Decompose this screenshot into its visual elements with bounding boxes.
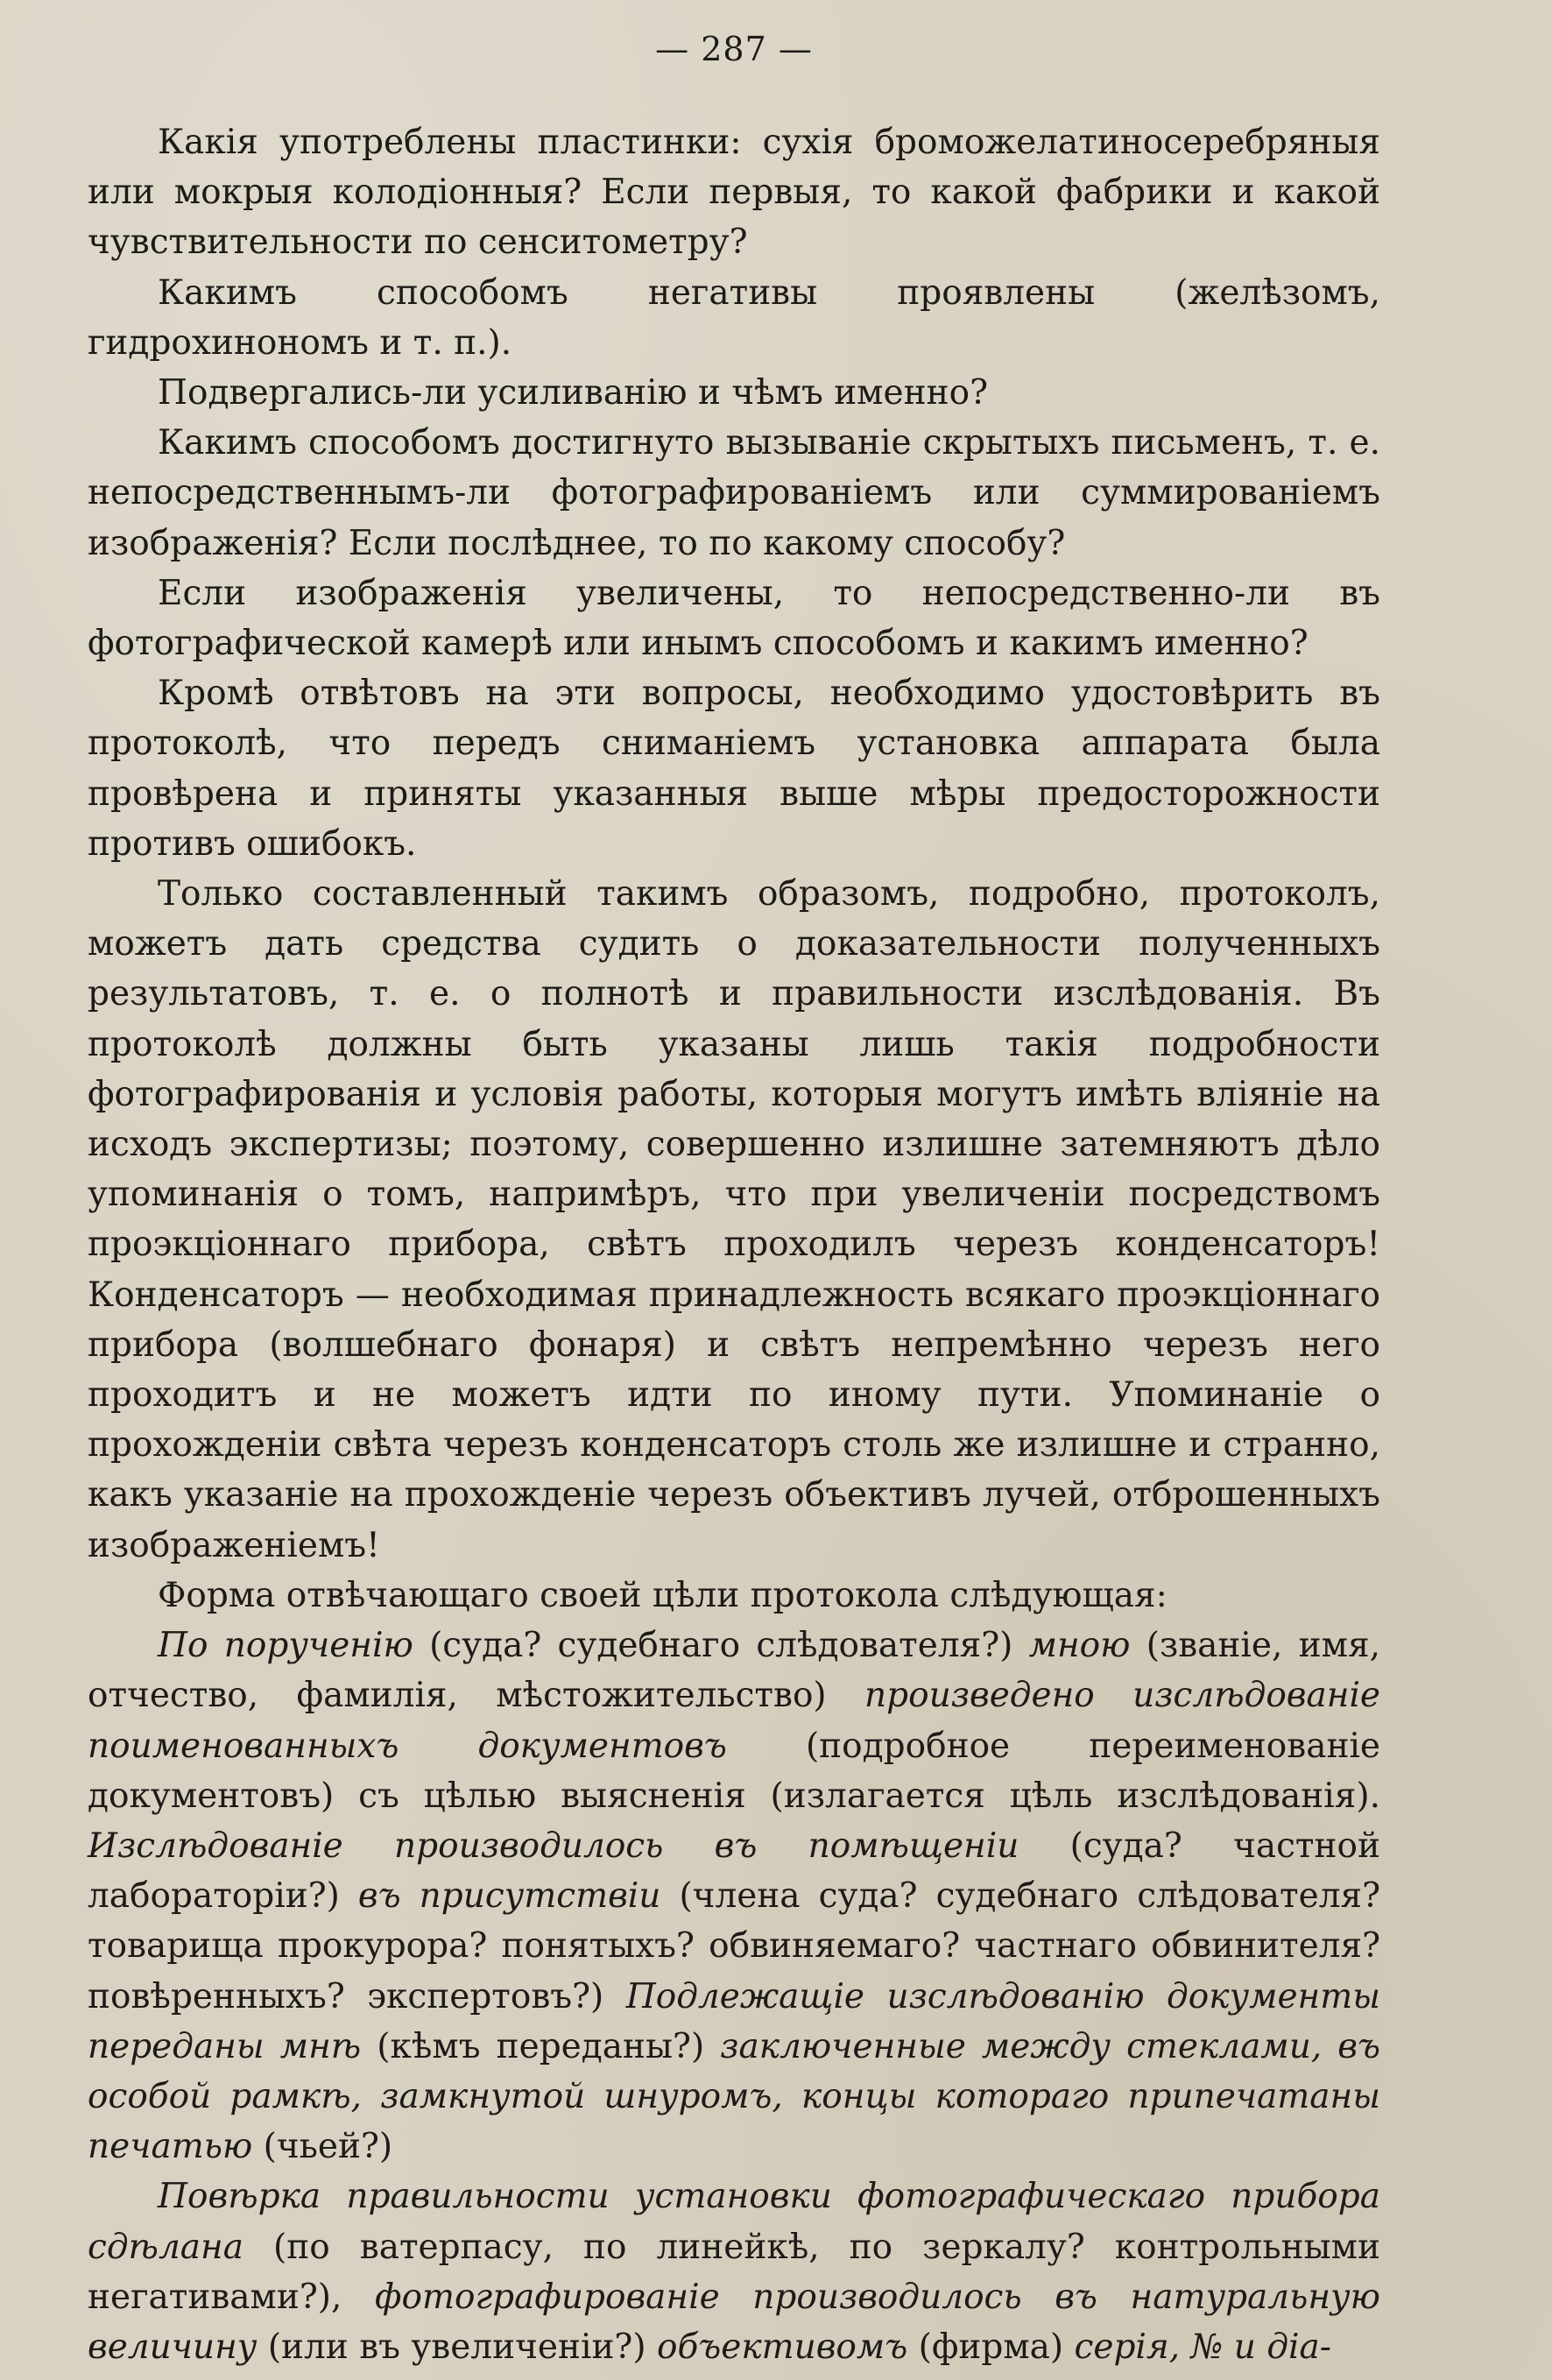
paragraph xyxy=(88,2172,1380,2372)
text-run: Если изображенія увеличены, то непосредственно-ли въ фотографической камерѣ или инымъ способомъ и какимъ именно? xyxy=(88,573,1380,664)
page-text xyxy=(88,117,1380,2372)
italic-text-run: произведено изслѣдованіе поименованныхъ документовъ xyxy=(88,1676,1380,1766)
italic-text-run: Изслѣдованіе производилось въ помѣщеніи xyxy=(88,1826,1019,1866)
paragraph xyxy=(88,117,1380,268)
text-run: Подвергались-ли усиливанію и чѣмъ именно? xyxy=(158,373,988,413)
text-run: (кѣмъ переданы?) xyxy=(361,2026,721,2066)
text-run: Какія употреблены пластинки: сухія броможелатиносеребряныя или мокрыя колодіонныя? Если первыя, то какой фабрики и какой чувствительности по сенситометру? xyxy=(88,123,1380,263)
italic-text-run: фотографированіе производилось въ натуральную величину xyxy=(88,2277,1380,2367)
text-run: Какимъ способомъ достигнуто вызываніе скрытыхъ письменъ, т. е. непосредственнымъ-ли фотографированіемъ или суммированіемъ изображенія? Если послѣднее, то по какому способу? xyxy=(88,423,1380,563)
italic-text-run: мною xyxy=(1028,1626,1131,1666)
paragraph xyxy=(88,869,1380,1571)
italic-text-run: серія, № и діа- xyxy=(1074,2327,1331,2367)
text-run: (фирма) xyxy=(907,2327,1075,2367)
text-run: (чьей?) xyxy=(252,2127,393,2167)
text-run: Какимъ способомъ негативы проявлены (желѣзомъ, гидрохинономъ и т. п.). xyxy=(88,272,1380,363)
text-run: (или въ увеличеніи?) xyxy=(257,2327,657,2367)
paragraph xyxy=(88,368,1380,418)
italic-text-run: По порученію xyxy=(158,1626,413,1666)
paragraph xyxy=(88,569,1380,668)
italic-text-run: Подлежащіе изслѣдованію документы переданы мнѣ xyxy=(88,1976,1380,2066)
text-run: Только составленный такимъ образомъ, подробно, протоколъ, можетъ дать средства судить о доказательности полученныхъ результатовъ, т. е. о полнотѣ и правильности изслѣдованія. Въ протоколѣ должны быть указаны лишь такія подробности фотографированія и условія работы, которыя могутъ имѣть вліяніе на исходъ экспертизы; поэтому, совершенно излишне затемняютъ дѣло упоминанія о томъ, напримѣръ, что при увеличеніи посредствомъ проэкціоннаго прибора, свѣтъ проходилъ черезъ конденсаторъ! Конденсаторъ — необходимая принадлежность всякаго проэкціоннаго прибора (волшебнаго фонаря) и свѣтъ непремѣнно черезъ него проходитъ и не можетъ идти по иному пути. Упоминаніе о прохожденіи свѣта черезъ конденсаторъ столь же излишне и странно, какъ указаніе на прохожденіе черезъ объективъ лучей, отброшенныхъ изображеніемъ! xyxy=(88,874,1380,1565)
paragraph xyxy=(88,418,1380,569)
paragraph xyxy=(88,1621,1380,2172)
paragraph xyxy=(88,1571,1380,1621)
text-run: (по ватерпасу, по линейкѣ, по зеркалу? контрольными негативами?), xyxy=(88,2227,1380,2317)
paragraph xyxy=(88,668,1380,869)
text-run: (члена суда? судебнаго слѣдователя? товарища прокурора? понятыхъ? обвиняемаго? частнаго обвинителя? повѣренныхъ? экспертовъ?) xyxy=(88,1876,1380,2016)
text-run: Кромѣ отвѣтовъ на эти вопросы, необходимо удостовѣрить въ протоколѣ, что передъ сниманіемъ установка аппарата была провѣрена и приняты указанныя выше мѣры предосторожности противъ ошибокъ. xyxy=(88,674,1380,864)
text-run: (подробное переименованіе документовъ) съ цѣлью выясненія (излагается цѣль изслѣдованія). xyxy=(88,1726,1380,1816)
italic-text-run: заключенные между стеклами, въ особой рамкѣ, замкнутой шнуромъ, концы котораго припечатаны печатью xyxy=(88,2026,1381,2167)
italic-text-run: въ присутствіи xyxy=(357,1876,661,1917)
text-run: (суда? частной лабораторіи?) xyxy=(88,1826,1380,1917)
page-number: — 287 — xyxy=(655,30,813,68)
paragraph xyxy=(88,268,1380,368)
text-run: Форма отвѣчающаго своей цѣли протокола слѣдующая: xyxy=(158,1575,1168,1615)
italic-text-run: Повѣрка правильности установки фотографическаго прибора сдѣлана xyxy=(88,2177,1380,2267)
text-run: (званіе, имя, отчество, фамилія, мѣстожительство) xyxy=(88,1626,1380,1716)
italic-text-run: объективомъ xyxy=(656,2327,908,2367)
text-run: (суда? судебнаго слѣдователя?) xyxy=(413,1626,1029,1666)
